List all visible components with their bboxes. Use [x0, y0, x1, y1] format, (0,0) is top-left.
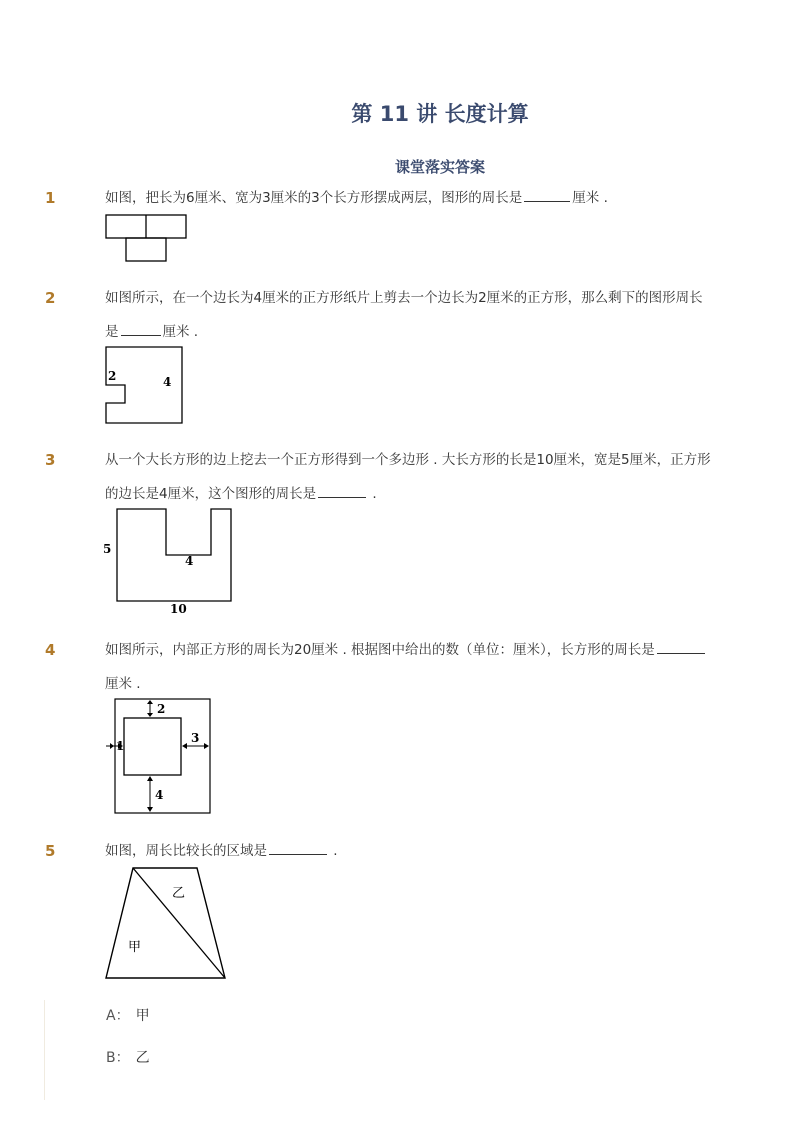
- figure-1-rectangles: [100, 210, 200, 266]
- question-5-text-after: .: [329, 843, 338, 859]
- option-a-value: 甲: [135, 1008, 150, 1024]
- figure-4-label-left: 1: [116, 739, 125, 753]
- answer-blank-5[interactable]: [269, 841, 327, 856]
- option-a-letter: A：: [106, 1008, 130, 1024]
- option-b-letter: B：: [106, 1050, 130, 1066]
- page-margin-rule: [44, 1000, 45, 1100]
- figure-4-square-in-rectangle: [100, 693, 220, 818]
- answer-blank-3[interactable]: [318, 484, 366, 499]
- question-3-number: 3: [45, 451, 56, 469]
- answer-blank-2[interactable]: [121, 322, 161, 337]
- question-3-text-after: .: [368, 486, 377, 502]
- question-4-text-before: 如图所示，内部正方形的周长为20厘米 . 根据图中给出的数（单位：厘米），长方形的周长是: [105, 642, 655, 658]
- question-2-text-before: 如图所示，在一个边长为4厘米的正方形纸片上剪去一个边长为2厘米的正方形，那么剩下的图形周长是: [105, 290, 703, 340]
- question-1-text-after: 厘米 .: [572, 190, 608, 206]
- page-subtitle: 课堂落实答案: [394, 158, 485, 176]
- figure-5-label-yi: 乙: [172, 886, 186, 901]
- option-b[interactable]: [106, 1047, 150, 1067]
- question-1-number: 1: [45, 189, 56, 207]
- question-1-text-before: 如图，把长为6厘米、宽为3厘米的3个长方形摆成两层，图形的周长是: [105, 190, 523, 206]
- option-a[interactable]: [106, 1005, 150, 1025]
- option-b-value: 乙: [135, 1050, 150, 1066]
- figure-4-label-top: 2: [157, 702, 166, 716]
- figure-2-label-side: 4: [163, 375, 172, 389]
- figure-3-label-height: 5: [103, 542, 112, 556]
- answer-blank-4[interactable]: [657, 640, 705, 655]
- answer-blank-1[interactable]: [524, 188, 570, 203]
- figure-3-notched-rectangle: [100, 505, 240, 617]
- figure-3-label-length: 10: [170, 602, 187, 616]
- question-4-text: [105, 633, 715, 701]
- question-2-text-after: 厘米 .: [162, 324, 199, 340]
- figure-4-label-right: 3: [191, 731, 200, 745]
- question-4-number: 4: [45, 641, 56, 659]
- figure-4-label-bottom: 4: [155, 788, 164, 802]
- figure-2-label-cut: 2: [108, 369, 117, 383]
- question-5-number: 5: [45, 842, 56, 860]
- figure-3-label-notch: 4: [185, 554, 194, 568]
- question-2-text: [105, 281, 715, 349]
- question-5-text-before: 如图，周长比较长的区域是: [105, 843, 267, 859]
- figure-5-label-jia: 甲: [128, 940, 142, 955]
- question-2-number: 2: [45, 289, 56, 307]
- page-title: 第 11 讲 长度计算: [351, 102, 529, 126]
- question-4-text-after: 厘米 .: [105, 676, 141, 692]
- question-3-text: [105, 443, 715, 511]
- figure-5-trapezoid: [100, 862, 235, 984]
- question-3-text-before: 从一个大长方形的边上挖去一个正方形得到一个多边形 . 大长方形的长是10厘米，宽是5厘米，正方形的边长是4厘米，这个图形的周长是: [105, 452, 711, 502]
- figure-2-cut-square: [100, 340, 200, 430]
